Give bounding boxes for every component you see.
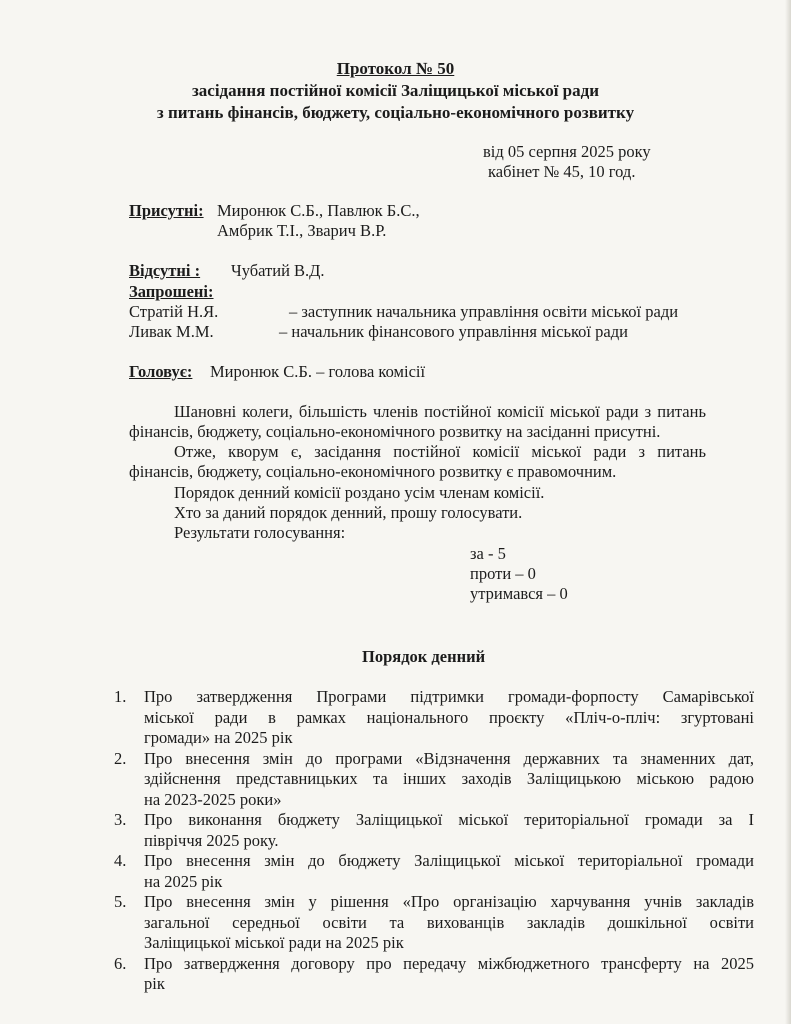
agenda-item-line: Про внесення змін у рішення «Про організацію харчування учнів закладів <box>144 892 754 911</box>
agenda-item-number: 1. <box>114 687 127 706</box>
meeting-place-time: кабінет № 45, 10 год. <box>488 162 636 181</box>
agenda-item-line: Про внесення змін до програми «Відзначення державних та знаменних дат, <box>144 748 754 768</box>
agenda-item-number: 4. <box>114 851 127 870</box>
agenda-item-line: на 2025 рік <box>144 871 223 891</box>
agenda-item-number: 5. <box>114 892 127 911</box>
page-edge-shadow <box>785 0 791 1024</box>
vote-against: проти – 0 <box>470 564 536 583</box>
agenda-item-line: півріччя 2025 року. <box>144 830 279 850</box>
present-line-2: Амбрик Т.І., Зварич В.Р. <box>217 221 387 240</box>
vote-for: за - 5 <box>470 544 506 563</box>
agenda-item <box>114 954 754 995</box>
paragraph-2-line-1: Отже, кворум є, засідання постійної комісії міської ради з питань <box>174 442 706 461</box>
agenda-item-line: на 2023-2025 роки» <box>144 789 282 809</box>
paragraph-4: Хто за даний порядок денний, прошу голосувати. <box>174 503 523 522</box>
agenda-item-line: здійснення представницьких та інших заходів Заліщицькою міською радою <box>144 769 754 788</box>
vote-abstained: утримався – 0 <box>470 584 568 603</box>
present-label: Присутні: <box>129 201 204 220</box>
agenda-item-number: 2. <box>114 748 127 768</box>
agenda-list <box>114 687 754 995</box>
agenda-item-line: громади» на 2025 рік <box>144 728 293 747</box>
invited-name-1: Стратій Н.Я. <box>129 302 219 321</box>
agenda-item-line: Про виконання бюджету Заліщицької міської територіальної громади за І <box>144 810 754 829</box>
invited-role-2: – начальник фінансового управління міської ради <box>279 322 628 341</box>
agenda-item <box>114 892 754 954</box>
meeting-date: від 05 серпня 2025 року <box>483 142 651 161</box>
chair-label: Головує: <box>129 362 193 381</box>
agenda-item <box>114 687 754 749</box>
agenda-title: Порядок денний <box>362 647 486 666</box>
invited-name-2: Ливак М.М. <box>129 322 214 341</box>
paragraph-1-line-1: Шановні колеги, більшість членів постійної комісії міської ради з питань <box>174 402 706 421</box>
agenda-item-line: загальної середньої освіти та вихованців закладів дошкільної освіти <box>144 912 754 932</box>
agenda-item-number: 3. <box>114 810 127 829</box>
protocol-subtitle-1: засідання постійної комісії Заліщицької міської ради <box>191 81 600 100</box>
agenda-item-line: Про внесення змін до бюджету Заліщицької міської територіальної громади <box>144 851 754 870</box>
agenda-item <box>114 749 754 811</box>
protocol-title: Протокол № 50 <box>336 59 455 78</box>
chair-text: Миронюк С.Б. – голова комісії <box>210 362 426 381</box>
agenda-item-line: рік <box>144 974 165 993</box>
agenda-item-line: Про затвердження Програми підтримки громади-форпосту Самарівської <box>144 687 754 706</box>
invited-role-1: – заступник начальника управління освіти міської ради <box>289 302 679 321</box>
protocol-subtitle-2: з питань фінансів, бюджету, соціально-економічного розвитку <box>156 103 635 122</box>
present-line-1: Миронюк С.Б., Павлюк Б.С., <box>217 201 420 220</box>
agenda-item-line: Заліщицької міської ради на 2025 рік <box>144 933 404 952</box>
agenda-item-number: 6. <box>114 953 127 973</box>
absent-label: Відсутні : <box>129 261 201 280</box>
agenda-item <box>114 851 754 892</box>
absent-names: Чубатий В.Д. <box>231 261 325 280</box>
invited-label: Запрошені: <box>129 282 214 301</box>
agenda-item-line: Про затвердження договору про передачу міжбюджетного трансферту на 2025 <box>144 953 754 973</box>
paragraph-1-line-2: фінансів, бюджету, соціально-економічного розвитку на засіданні присутні. <box>129 422 661 441</box>
paragraph-2-line-2: фінансів, бюджету, соціально-економічного розвитку є правомочним. <box>129 462 617 481</box>
agenda-item-line: міської ради в рамках національного проєкту «Пліч-о-пліч: згуртовані <box>144 707 754 727</box>
paragraph-3: Порядок денний комісії роздано усім членам комісії. <box>174 483 545 502</box>
agenda-item <box>114 810 754 851</box>
paragraph-5: Результати голосування: <box>174 523 346 542</box>
